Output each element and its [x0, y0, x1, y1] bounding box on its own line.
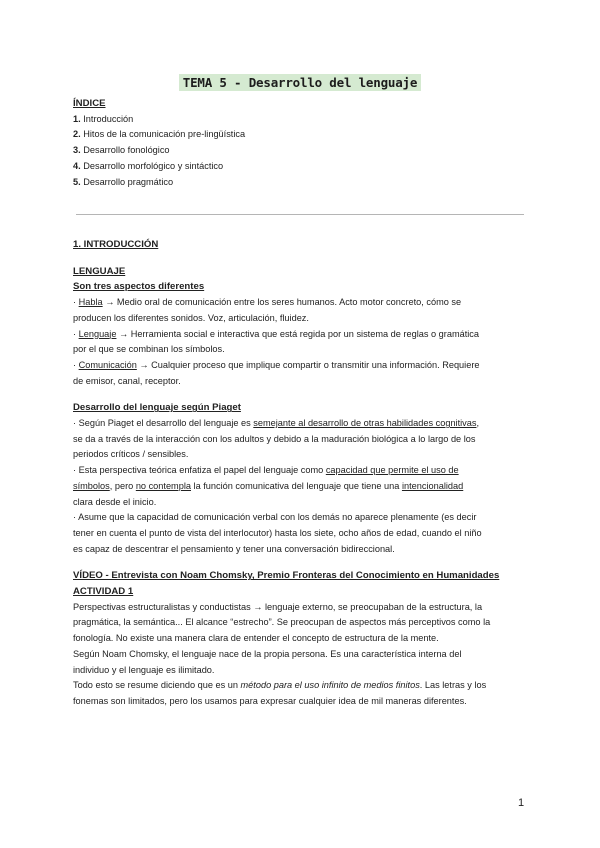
index-item-5 [73, 175, 529, 191]
video-line-5: individuo y el lenguaje es ilimitado. [73, 664, 215, 675]
index-item-label: Hitos de la comunicación pre-lingüística [80, 129, 246, 140]
lenguaje-line-1: · Lenguaje → Herramienta social e interactiva que está regida por un sistema de reglas o gramática [73, 328, 480, 339]
video-line-7: fonemas son limitados, pero los usamos para expresar cualquier idea de mil maneras diferentes. [73, 695, 467, 706]
video-heading: VÍDEO - Entrevista con Noam Chomsky, Premio Fronteras del Conocimiento en Humanidades [73, 570, 500, 582]
index-item-label: Desarrollo fonológico [80, 145, 170, 156]
page-number: 1 [518, 797, 525, 809]
lenguaje-heading: LENGUAJE [73, 265, 126, 277]
index-item-2 [73, 127, 529, 143]
index-item-4 [73, 159, 529, 175]
index-item-label: Introducción [80, 113, 134, 124]
piaget-text: la función comunicativa del lenguaje que tiene una [190, 480, 402, 491]
title-container [0, 74, 600, 92]
piaget-underlined: no contempla [135, 480, 191, 491]
video-line-4: Según Noam Chomsky, el lenguaje nace de la propia persona. Es una característica interna del [73, 648, 462, 659]
piaget-text: , [476, 418, 480, 429]
aspects-heading: Son tres aspectos diferentes [73, 281, 205, 293]
index-item-number: 1. [73, 113, 81, 124]
piaget-p2-line-1 [73, 463, 529, 479]
section-heading: 1. INTRODUCCIÓN [73, 239, 159, 250]
piaget-text: , pero [109, 480, 136, 491]
video-line-3: fonología. No existe una manera clara de entender el concepto de estructura de la mente. [73, 633, 439, 644]
piaget-p2-line-3: clara desde el inicio. [73, 496, 157, 507]
piaget-p2-line-2 [73, 479, 529, 495]
index-item-number: 4. [73, 160, 81, 171]
comunicacion-line-2: de emisor, canal, receptor. [73, 375, 181, 386]
lenguaje-line-2: por el que se combinan los símbolos. [73, 344, 225, 355]
lenguaje-term: Lenguaje [78, 328, 117, 339]
video-line-1: Perspectivas estructuralistas y conductistas → lenguaje externo, se preocupaban de la estructura, la [73, 601, 483, 612]
comunicacion-line-1: · Comunicación → Cualquier proceso que implique compartir o transmitir una información. Requiere [73, 359, 480, 370]
piaget-underlined: semejante al desarrollo de otras habilidades cognitivas [253, 418, 477, 429]
video-line-6 [73, 678, 529, 694]
video-line-2: pragmática, la semántica... El alcance “estrecho”. Se preocupan de aspectos más perceptivos como la [73, 617, 491, 628]
comunicacion-definition: → Cualquier proceso que implique compartir o transmitir una información. Requiere [136, 359, 480, 370]
piaget-underlined: intencionalidad [401, 480, 464, 491]
index-item-label: Desarrollo morfológico y sintáctico [80, 160, 224, 171]
piaget-p3-line-1: · Asume que la capacidad de comunicación verbal con los demás no aparece plenamente (es decir [73, 512, 477, 523]
piaget-text: · Esta perspectiva teórica enfatiza el papel del lenguaje como [73, 465, 326, 476]
index-section [73, 96, 529, 190]
piaget-heading: Desarrollo del lenguaje según Piaget [73, 402, 241, 414]
section-introduction [73, 237, 529, 710]
index-item-1 [73, 112, 529, 128]
piaget-p3-line-2: tener en cuenta el punto de vista del interlocutor) hasta los siete, ocho años de edad, cuando el niño [73, 527, 482, 538]
section-divider [76, 214, 524, 215]
index-item-number: 3. [73, 145, 81, 156]
piaget-p1-line-2: se da a través de la interacción con los adultos y debido a la maduración biológica a lo largo de los [73, 433, 476, 444]
habla-definition: → Medio oral de comunicación entre los seres humanos. Acto motor concreto, cómo se [102, 297, 462, 308]
habla-line-2: producen los diferentes sonidos. Voz, articulación, fluidez. [73, 312, 309, 323]
index-heading: ÍNDICE [73, 98, 106, 109]
piaget-p1-line-3: periodos críticos / sensibles. [73, 449, 189, 460]
piaget-p3-line-3: es capaz de descentrar el pensamiento y tener una conversación bidireccional. [73, 543, 395, 554]
piaget-underlined: capacidad que permite el uso de [325, 465, 459, 476]
index-item-label: Desarrollo pragmático [80, 176, 174, 187]
index-item-number: 5. [73, 176, 81, 187]
index-item-number: 2. [73, 129, 81, 140]
habla-line-1: · Habla → Medio oral de comunicación entre los seres humanos. Acto motor concreto, cómo se [73, 297, 462, 308]
video-italic-quote: método para el uso infinito de medios finitos [240, 680, 420, 691]
video-text: . Las letras y los [419, 680, 487, 691]
comunicacion-term: Comunicación [78, 359, 137, 370]
habla-term: Habla [78, 297, 103, 308]
index-item-3 [73, 143, 529, 159]
document-title: TEMA 5 - Desarrollo del lenguaje [179, 74, 421, 91]
activity-heading: ACTIVIDAD 1 [73, 586, 134, 598]
piaget-underlined: símbolos [73, 480, 110, 491]
lenguaje-definition: → Herramienta social e interactiva que está regida por un sistema de reglas o gramática [116, 328, 480, 339]
piaget-p1-line-1 [73, 416, 529, 432]
video-text: Todo esto se resume diciendo que es un [73, 680, 241, 691]
piaget-text: · Según Piaget el desarrollo del lenguaje es [73, 418, 254, 429]
